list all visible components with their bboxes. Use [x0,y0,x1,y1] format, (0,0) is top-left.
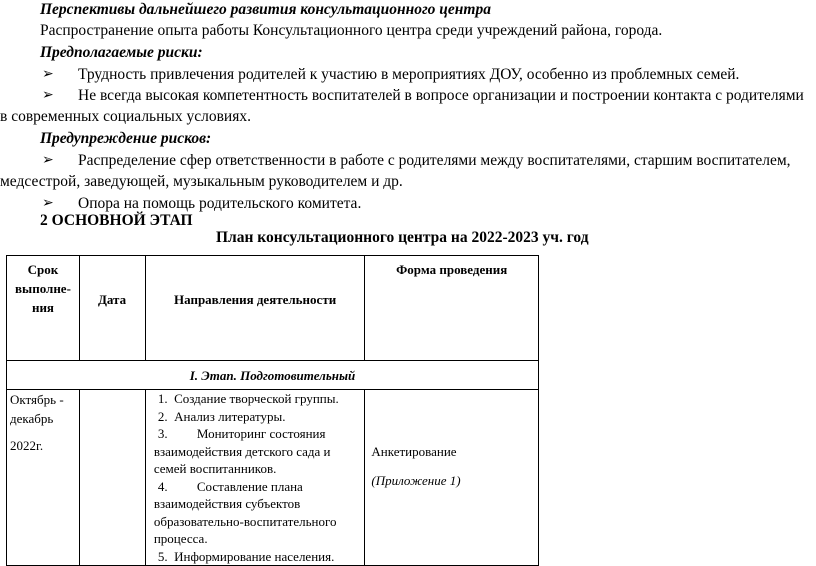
stage-1-label: I. Этап. Подготовительный [7,361,539,390]
perspectives-text: Распространение опыта работы Консультационного центра среди учреждений района, города. [40,22,663,39]
risks-heading: Предполагаемые риски: [40,44,203,61]
prevention-heading: Предупреждение рисков: [40,130,212,147]
risk-item-2-line1: Не всегда высокая компетентность воспитателей в вопросе организации и построении контакта с родителями [78,87,804,104]
prevention-item-1-line1: Распределение сфер ответственности в работе с родителями между воспитателями, старшим воспитателем, [78,152,791,169]
row-directions [145,390,365,566]
list-item: 1. Создание творческой группы. [157,391,339,406]
header-direction: Направления деятельности [145,256,365,361]
plan-table [6,255,539,566]
plan-title: План консультационного центра на 2022-2023 уч. год [216,229,589,246]
list-item: 5. Информирование населения. [157,548,335,564]
arrow-bullet-icon: ➢ [42,88,54,103]
prevention-item-1-line2: медсестрой, заведующей, музыкальным руководителем и др. [0,173,403,190]
risk-item-1: Трудность привлечения родителей к участию в мероприятиях ДОУ, особенно из проблемных семей. [78,66,740,83]
arrow-bullet-icon: ➢ [42,196,54,211]
list-item: 2. Анализ литературы. [157,408,286,424]
stage-heading: 2 ОСНОВНОЙ ЭТАП [40,212,193,229]
perspectives-heading: Перспективы дальнейшего развития консультационного центра [40,1,491,18]
stage-row [7,361,539,390]
list-item: 3. Мониторинг состояния взаимодействия детского сада и семей воспитанников. [153,426,331,476]
prevention-item-2: Опора на помощь родительского комитета. [78,195,362,212]
arrow-bullet-icon: ➢ [42,67,54,82]
table-header-row [7,256,539,361]
directions-list [154,390,363,565]
table-row [7,390,539,566]
list-item: 4. Составление плана взаимодействия субъектов образовательно-воспитательного процесса. [153,478,337,546]
header-form: Форма проведения [365,256,539,361]
row-date [79,390,145,566]
risk-item-2-line2: в современных социальных условиях. [0,108,251,125]
row-form: Анкетирование (Приложение 1) [365,390,539,566]
header-date: Дата [79,256,145,361]
header-term: Срок выполне- ния [7,256,80,361]
arrow-bullet-icon: ➢ [42,153,54,168]
row-term: Октябрь - декабрь 2022г. [7,390,80,566]
